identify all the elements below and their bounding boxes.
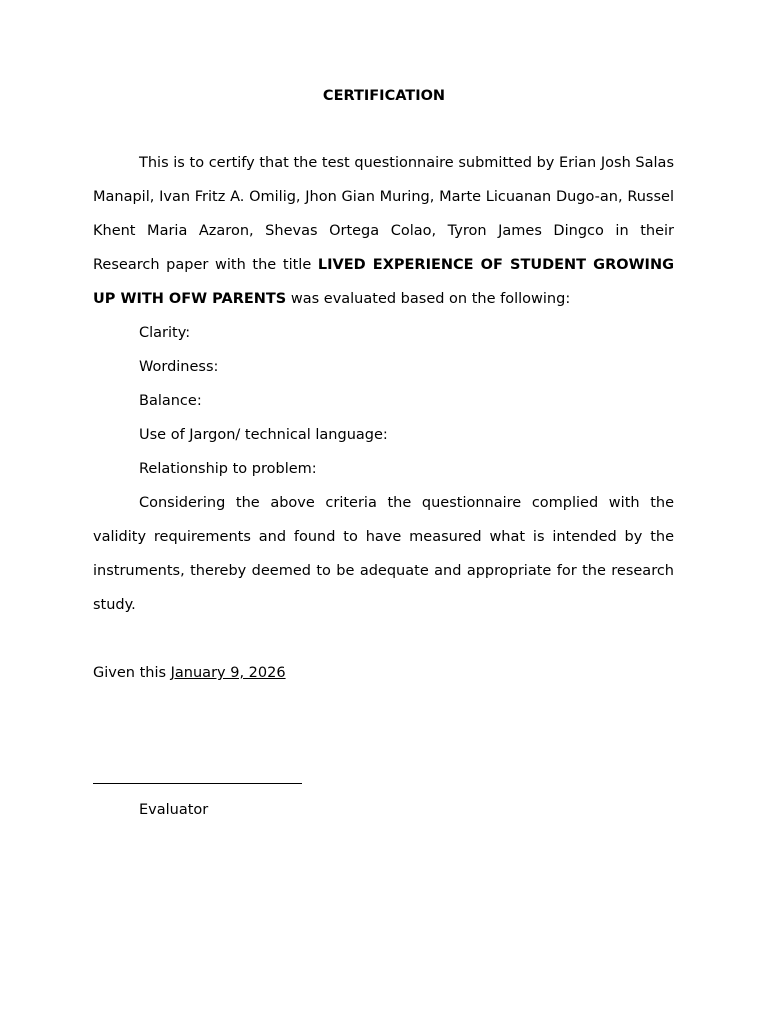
document-title: CERTIFICATION bbox=[322, 88, 446, 104]
criteria-item: Relationship to problem: bbox=[139, 461, 317, 477]
given-line bbox=[93, 656, 674, 690]
intro-text: This is to certify that the test questionnaire submitted by Erian Josh Salas Manapil, Ivan Fritz A. Omilig, Jhon Gian Muring, Marte Licuanan Dugo-an, Russel Khent Maria Azaron, Shevas Ortega Colao, Tyron James Dingco in their Research paper with the title bbox=[93, 155, 674, 273]
blank-line bbox=[93, 622, 674, 656]
evaluator-label: Evaluator bbox=[139, 802, 209, 818]
research-title: LIVED EXPERIENCE OF STUDENT GROWING UP WITH OFW PARENTS bbox=[93, 257, 674, 307]
intro-paragraph bbox=[93, 146, 674, 316]
intro-text-end: was evaluated based on the following: bbox=[286, 291, 571, 307]
criteria-item: Wordiness: bbox=[139, 359, 219, 375]
criteria-item: Clarity: bbox=[139, 325, 191, 341]
document-body bbox=[93, 146, 674, 690]
given-label: Given this bbox=[93, 665, 171, 681]
given-date: January 9, 2026 bbox=[170, 665, 286, 681]
criteria-item: Balance: bbox=[139, 393, 202, 409]
criteria-list bbox=[93, 316, 674, 486]
criteria-item: Use of Jargon/ technical language: bbox=[139, 427, 388, 443]
signature-line bbox=[93, 783, 302, 784]
conclusion-paragraph: Considering the above criteria the questionnaire complied with the validity requirements and found to have measured what is intended by the instruments, thereby deemed to be adequate and appropriate for the research study. bbox=[93, 495, 674, 613]
